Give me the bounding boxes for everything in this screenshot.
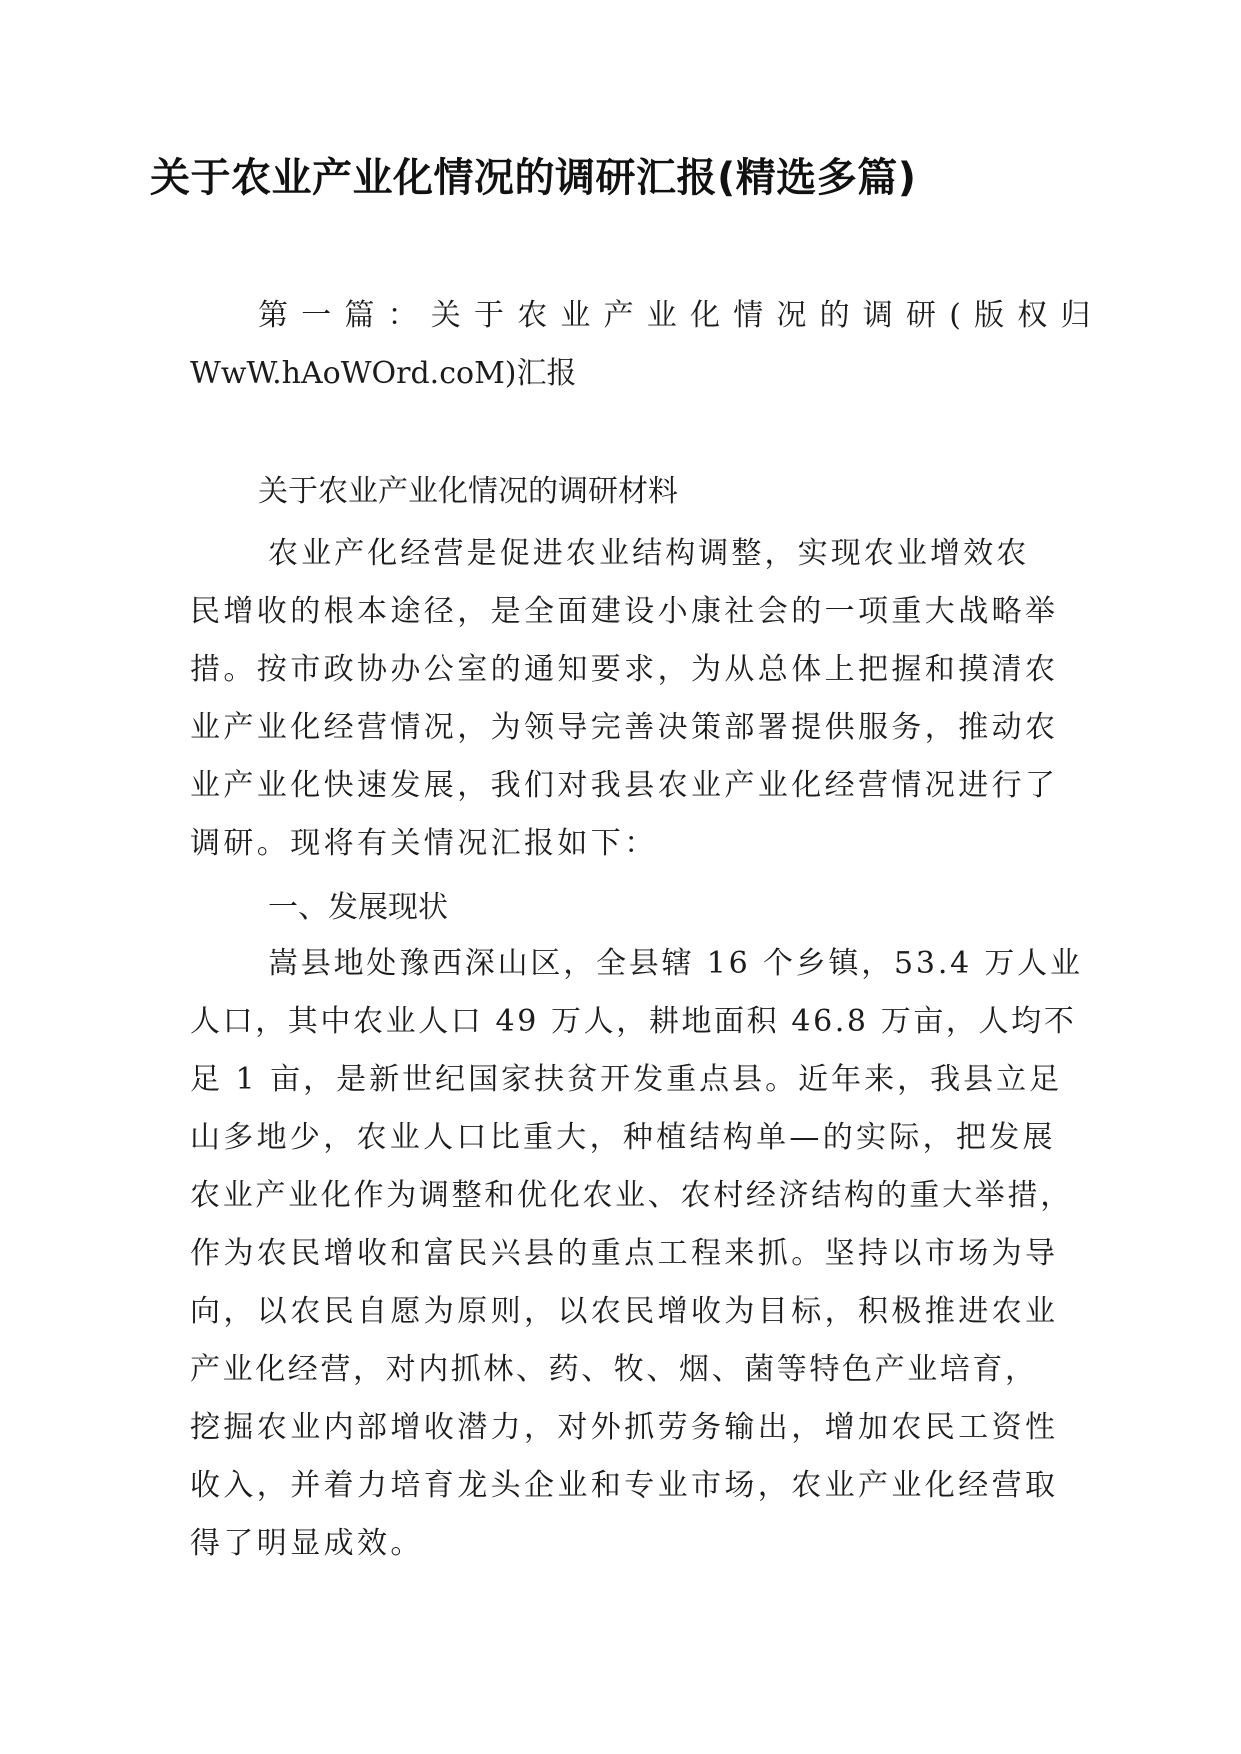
paragraph-line: 调研。现将有关情况汇报如下： [190, 826, 658, 861]
paragraph-line: 作为农民增收和富民兴县的重点工程来抓。坚持以市场为导 [190, 1236, 1059, 1271]
paragraph-line: 嵩县地处豫西深山区，全县辖 16 个乡镇，53.4 万人业 [268, 946, 1083, 981]
paragraph-line: 向，以农民自愿为原则，以农民增收为目标，积极推进农业 [190, 1294, 1059, 1329]
paragraph-line: 山多地少，农业人口比重大，种植结构单—的实际，把发展 [190, 1120, 1056, 1155]
paragraph-line: 产业化经营，对内抓林、药、牧、烟、菌等特色产业培育， [190, 1352, 1038, 1387]
paragraph-line: 得了明显成效。 [190, 1526, 424, 1561]
chapter-title-line-2: WwW.hAoWOrd.coM)汇报 [190, 356, 577, 391]
paragraph-line: 措。按市政协办公室的通知要求，为从总体上把握和摸清农 [190, 652, 1059, 687]
paragraph-line: 业产业化快速发展，我们对我县农业产业化经营情况进行了 [190, 768, 1059, 803]
paragraph-line: 农业产业化作为调整和优化农业、农村经济结构的重大举措， [190, 1178, 1073, 1213]
paragraph-line: 业产业化经营情况，为领导完善决策部署提供服务，推动农 [190, 710, 1059, 745]
paragraph-line: 农业产化经营是促进农业结构调整，实现农业增效农 [268, 536, 1030, 571]
paragraph-line: 民增收的根本途径，是全面建设小康社会的一项重大战略举 [190, 594, 1059, 629]
paragraph-line: 挖掘农业内部增收潜力，对外抓劳务输出，增加农民工资性 [190, 1410, 1059, 1445]
paragraph-line: 足 1 亩，是新世纪国家扶贫开发重点县。近年来，我县立足 [190, 1062, 1063, 1097]
section-heading: 一、发展现状 [268, 890, 448, 925]
material-heading: 关于农业产业化情况的调研材料 [258, 474, 678, 509]
paragraph-line: 人口，其中农业人口 49 万人，耕地面积 46.8 万亩，人均不 [190, 1004, 1077, 1039]
chapter-title-line-1: 第一篇：关于农业产业化情况的调研(版权归 [258, 298, 1104, 333]
paragraph-line: 收入，并着力培育龙头企业和专业市场，农业产业化经营取 [190, 1468, 1059, 1503]
document-title: 关于农业产业化情况的调研汇报(精选多篇) [150, 155, 917, 201]
